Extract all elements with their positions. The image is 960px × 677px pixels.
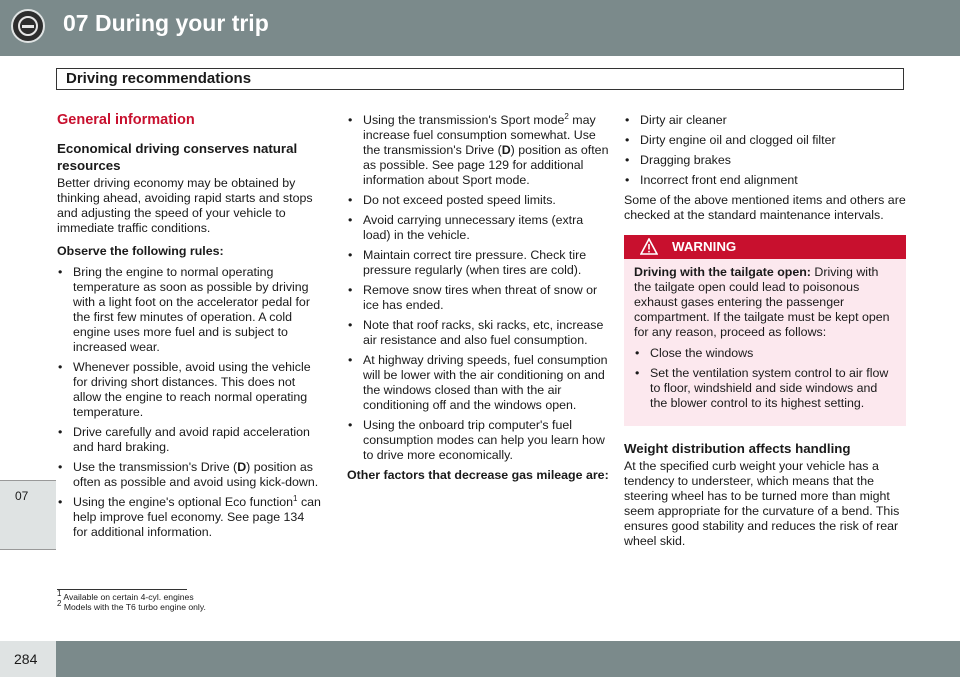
column-3: [624, 113, 906, 557]
chapter-title: 07 During your trip: [63, 10, 269, 36]
page-number-box: [0, 641, 56, 677]
warning-body: [624, 259, 906, 426]
general-info-heading: General information: [57, 112, 195, 128]
list-item: • Using the onboard trip computer's fuel consumption modes can help you learn how to drive more economically.: [347, 418, 612, 463]
list-item: • Using the transmission's Sport mode$^2$ may increase fuel consumption somewhat. Use the transmission's Drive (D) position as often as possible. See page 129 for additional information about Sport mode.: [347, 113, 612, 188]
section-bar: [56, 68, 904, 90]
intro-paragraph: Better driving economy may be obtained by thinking ahead, avoiding rapid starts and stops and adjusting the speed of your vehicle to immediate traffic conditions.: [57, 176, 313, 235]
list-item: • Using the engine's optional Eco function$^1$ can help improve fuel economy. See page 134 for additional information.: [57, 495, 322, 540]
page-number: 284: [14, 651, 38, 667]
list-item: • Close the windows: [634, 346, 896, 361]
warning-text: Driving with the tailgate open: Driving with the tailgate open could lead to poisonous exhaust gases entering the passenger compartment. If the tailgate must be kept open for any reason, proceed as follows:: [634, 265, 890, 339]
list-item: • Remove snow tires when threat of snow or ice has ended.: [347, 283, 612, 313]
tips-list: [347, 113, 612, 463]
warning-triangle-icon: [640, 238, 658, 256]
footnote-ref: 1: [293, 493, 298, 503]
chapter-side-tab-label: 07: [15, 489, 29, 503]
maintenance-note: Some of the above mentioned items and others are checked at the standard maintenance intervals.: [624, 193, 906, 222]
list-item: • Dragging brakes: [624, 153, 906, 168]
warning-header: [624, 235, 906, 259]
weight-distribution-text: At the specified curb weight your vehicle has a tendency to understeer, which means that the steering wheel has to be turned more than might seem appropriate for the curvature of a bend. This ensures good stability and reduces the risk of rear wheel skid.: [624, 459, 900, 548]
weight-distribution-heading: Weight distribution affects handling: [624, 441, 851, 456]
list-item: • Incorrect front end alignment: [624, 173, 906, 188]
section-title: Driving recommendations: [66, 70, 252, 87]
list-item: • Bring the engine to normal operating temperature as soon as possible by driving with a light foot on the accelerator pedal for the first few minutes of operation. A cold engine uses more fuel and is subject to increased wear.: [57, 265, 322, 355]
footnotes: [57, 589, 206, 612]
list-item: • Note that roof racks, ski racks, etc, increase air resistance and also fuel consumption.: [347, 318, 612, 348]
footnote-ref: 2: [564, 111, 569, 121]
list-item: • Whenever possible, avoid using the vehicle for driving short distances. This does not allow the engine to reach normal operating temperature.: [57, 360, 322, 420]
list-item: • Maintain correct tire pressure. Check tire pressure regularly (when tires are cold).: [347, 248, 612, 278]
list-item: • Drive carefully and avoid rapid acceleration and hard braking.: [57, 425, 322, 455]
column-2: [347, 113, 612, 489]
list-item: • At highway driving speeds, fuel consumption will be lower with the air conditioning on and the windows closed than with the air conditioning off and the windows open.: [347, 353, 612, 413]
footnote: $^1$ Available on certain 4-cyl. engines: [57, 589, 194, 602]
list-item: • Set the ventilation system control to air flow to floor, windshield and side windows and the blower control to its highest setting.: [634, 366, 896, 411]
rules-list: [57, 265, 322, 540]
footer-bar: [0, 641, 960, 677]
footnote: $^2$ Models with the T6 turbo engine only.: [57, 599, 206, 612]
other-factors-label: Other factors that decrease gas mileage are:: [347, 468, 609, 482]
warning-box: [624, 235, 906, 426]
list-item: • Dirty engine oil and clogged oil filter: [624, 133, 906, 148]
warning-list: [634, 346, 896, 411]
warning-title: WARNING: [672, 239, 737, 254]
chapter-side-tab: [0, 480, 56, 550]
list-item: • Do not exceed posted speed limits.: [347, 193, 612, 208]
list-item: • Dirty air cleaner: [624, 113, 906, 128]
list-item: • Avoid carrying unnecessary items (extra load) in the vehicle.: [347, 213, 612, 243]
list-item: • Use the transmission's Drive (D) position as often as possible and avoid using kick-down.: [57, 460, 322, 490]
header-bar: [0, 0, 960, 56]
column-1: [57, 113, 322, 545]
economical-driving-heading: Economical driving conserves natural resources: [57, 141, 298, 173]
rules-label: Observe the following rules:: [57, 244, 224, 258]
steering-wheel-icon: [11, 9, 45, 43]
factors-list: [624, 113, 906, 188]
